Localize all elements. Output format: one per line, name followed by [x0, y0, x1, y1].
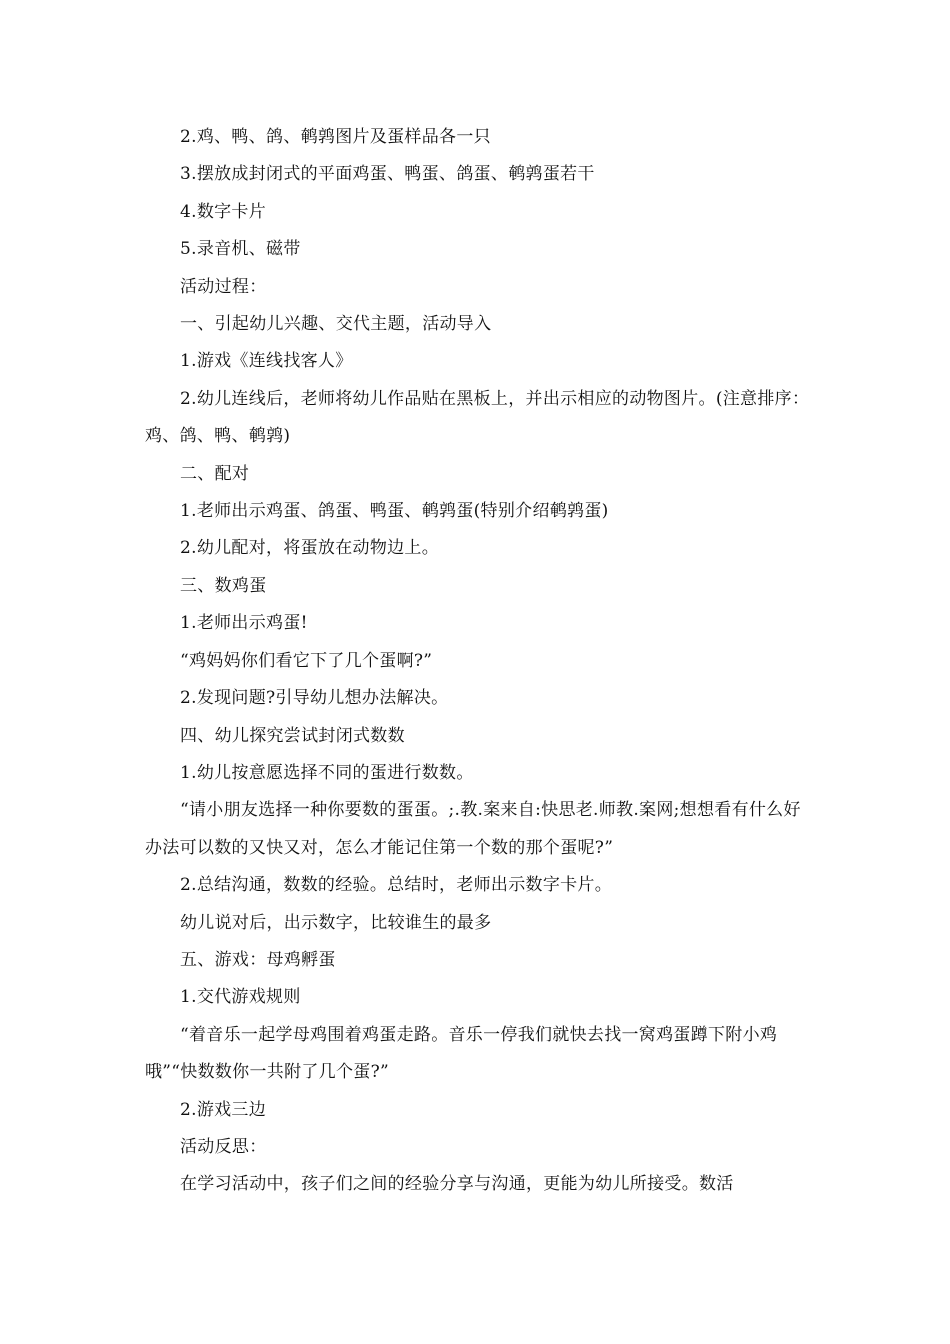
paragraph-step: 1.老师出示鸡蛋! — [180, 613, 308, 634]
section-heading-process: 活动过程： — [180, 276, 267, 297]
paragraph-step: 2.幼儿连线后，老师将幼儿作品贴在黑板上，并出示相应的动物图片。(注意排序：鸡、鸽、鸭、鹌鹑) — [145, 388, 810, 447]
paragraph-step: 1.幼儿按意愿选择不同的蛋进行数数。 — [180, 762, 474, 783]
document-body — [145, 119, 810, 1204]
paragraph-step: 1.老师出示鸡蛋、鸽蛋、鸭蛋、鹌鹑蛋(特别介绍鹌鹑蛋) — [180, 501, 609, 522]
paragraph-materials-4: 4.数字卡片 — [180, 201, 267, 222]
paragraph-text: 幼儿说对后，出示数字，比较谁生的最多 — [180, 912, 492, 933]
section-heading-5: 五、游戏：母鸡孵蛋 — [180, 949, 336, 970]
paragraph-materials-2: 2.鸡、鸭、鸽、鹌鹑图片及蛋样品各一只 — [180, 127, 491, 147]
paragraph-quote: “请小朋友选择一种你要数的蛋蛋。;.教.案来自:快思老.师教.案网;想想看有什么好办法可以数的又快又对，怎么才能记住第一个数的那个蛋呢?” — [145, 800, 801, 858]
paragraph-text: 在学习活动中，孩子们之间的经验分享与沟通，更能为幼儿所接受。数活 — [180, 1174, 734, 1195]
paragraph-materials-5: 5.录音机、磁带 — [180, 239, 301, 260]
paragraph-step: 2.游戏三边 — [180, 1099, 267, 1120]
section-heading-reflection: 活动反思： — [180, 1136, 267, 1157]
paragraph-step: 1.游戏《连线找客人》 — [180, 351, 353, 372]
section-heading-1: 一、引起幼儿兴趣、交代主题，活动导入 — [180, 314, 492, 335]
paragraph-quote: “鸡妈妈你们看它下了几个蛋啊?” — [180, 650, 433, 671]
paragraph-step: 2.幼儿配对，将蛋放在动物边上。 — [180, 538, 440, 559]
paragraph-step: 1.交代游戏规则 — [180, 987, 301, 1008]
paragraph-step: 2.总结沟通，数数的经验。总结时，老师出示数字卡片。 — [180, 875, 613, 896]
section-heading-4: 四、幼儿探究尝试封闭式数数 — [180, 725, 405, 746]
paragraph-quote: “着音乐一起学母鸡围着鸡蛋走路。音乐一停我们就快去找一窝鸡蛋蹲下附小鸡哦”“快数数你一共附了几个蛋?” — [145, 1024, 778, 1083]
paragraph-step: 2.发现问题?引导幼儿想办法解决。 — [180, 688, 449, 709]
section-heading-3: 三、数鸡蛋 — [180, 575, 267, 596]
paragraph-materials-3: 3.摆放成封闭式的平面鸡蛋、鸭蛋、鸽蛋、鹌鹑蛋若干 — [180, 164, 595, 185]
section-heading-2: 二、配对 — [180, 463, 250, 484]
